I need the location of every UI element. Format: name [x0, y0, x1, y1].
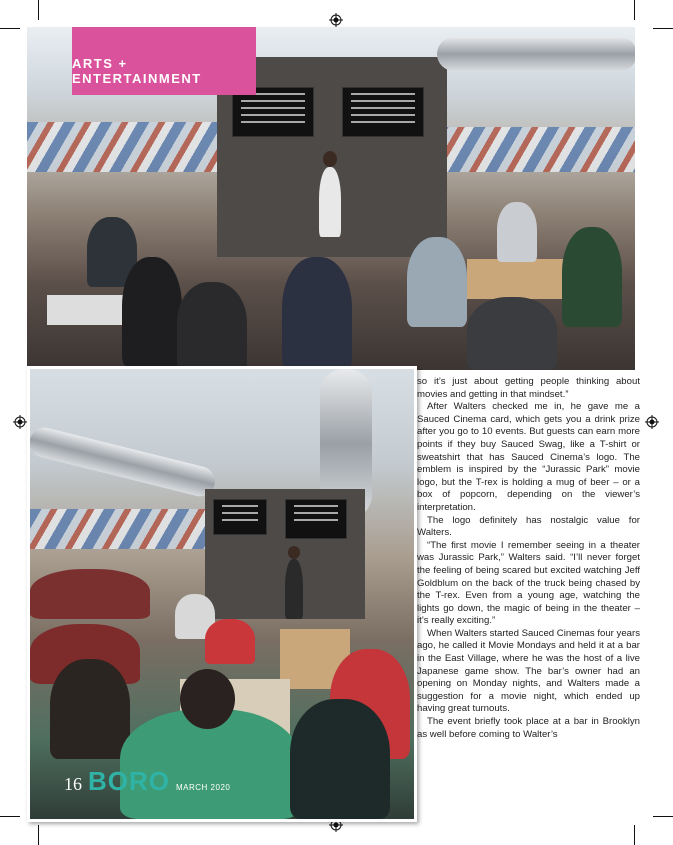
- screen-left: [213, 499, 267, 535]
- screen-right: [285, 499, 347, 539]
- host-figure: [285, 559, 303, 619]
- crop-mark: [653, 28, 673, 29]
- issue-date: MARCH 2020: [176, 783, 231, 792]
- paragraph: The event briefly took place at a bar in Brooklyn as well before coming to Walter’s: [417, 716, 640, 740]
- crop-mark: [634, 825, 635, 845]
- registration-mark-icon: [329, 13, 343, 27]
- folio: [64, 766, 231, 796]
- paragraph: “The first movie I remember seeing in a theater was Jurassic Park,” Walters said. “I’ll never forget the feeling of being scared but excited watching Jeff Goldblum on the back of the truck being chased by the T-rex. Even from a young age, watching the lights go down, the magic of being in the theater – it’s really exciting.”: [417, 539, 640, 627]
- host-head: [323, 151, 337, 167]
- audience-member: [497, 202, 537, 262]
- audience-member: [177, 282, 247, 370]
- paragraph: The logo definitely has nostalgic value for Walters.: [417, 514, 640, 539]
- mural-wall: [437, 127, 635, 172]
- host-figure: [319, 167, 341, 237]
- screen-right: [342, 87, 424, 137]
- audience-member: [282, 257, 352, 370]
- crop-mark: [38, 825, 39, 845]
- audience-member: [562, 227, 622, 327]
- registration-mark-icon: [13, 415, 27, 429]
- magazine-brand: BORO: [88, 766, 170, 796]
- section-tag: ARTS + ENTERTAINMENT: [72, 27, 256, 95]
- audience-head: [180, 669, 235, 729]
- crop-mark: [634, 0, 635, 20]
- audience-member: [467, 297, 557, 370]
- paragraph: When Walters started Sauced Cinemas four years ago, he called it Movie Mondays and held it at a bar in the East Village, where he was the host of a live Japanese game show. The bar’s owner had an opening on Monday nights, and Walters made a suggestion for a movie night, which ended up having great turnouts.: [417, 627, 640, 715]
- page-number: 16: [64, 774, 82, 794]
- crop-mark: [0, 28, 20, 29]
- article-body: [417, 376, 640, 741]
- audience-member: [290, 699, 390, 819]
- crop-mark: [38, 0, 39, 20]
- host-head: [288, 546, 300, 559]
- air-duct: [437, 37, 635, 71]
- registration-mark-icon: [645, 415, 659, 429]
- audience-member: [205, 619, 255, 664]
- audience-member: [407, 237, 467, 327]
- mural-wall: [27, 122, 227, 172]
- paragraph: After Walters checked me in, he gave me a Sauced Cinema card, which gets you a drink prize after you go to 10 events. But guests can earn more points if they buy Sauced Swag, like a T-shirt or sweatshirt that has Sauced Cinema’s logo. The emblem is inspired by the “Jurassic Park” movie logo, but the T-rex is holding a mug of beer – or a box of popcorn, depending on the viewer’s interpretation.: [417, 401, 640, 513]
- audience-member: [122, 257, 182, 367]
- mural-wall: [30, 509, 205, 549]
- paragraph: so it’s just about getting people thinking about movies and getting in that mindset.”: [417, 376, 640, 400]
- air-duct: [27, 424, 218, 499]
- audience-member: [50, 659, 130, 759]
- event-photo-bottom: [27, 366, 417, 822]
- audience-member: [30, 569, 150, 619]
- crop-mark: [0, 816, 20, 817]
- crop-mark: [653, 816, 673, 817]
